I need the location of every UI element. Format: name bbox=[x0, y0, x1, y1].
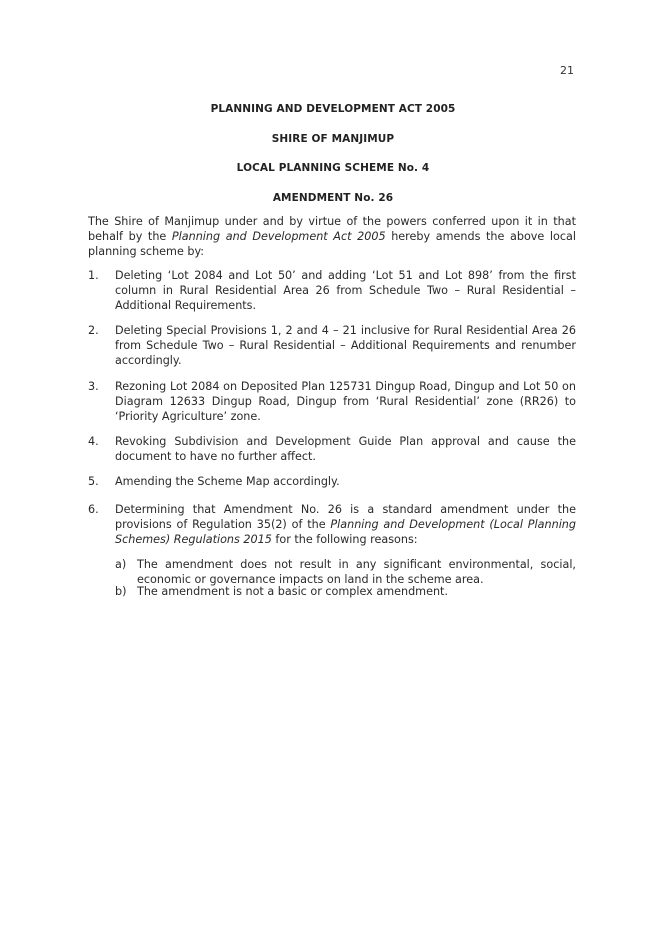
intro-paragraph bbox=[88, 214, 576, 259]
list-item bbox=[88, 434, 576, 464]
list-item-number: 6. bbox=[88, 503, 99, 516]
list-item-text bbox=[115, 502, 576, 547]
list-item-text: Revoking Subdivision and Development Guide Plan approval and cause the document to have no further affect. bbox=[115, 435, 576, 463]
list-item bbox=[88, 502, 576, 547]
regulations-title: Planning and Development (Local Planning Schemes) Regulations 2015 bbox=[115, 518, 576, 546]
list-item-number: 2. bbox=[88, 324, 99, 337]
list-item-number: 4. bbox=[88, 435, 99, 448]
sub-list-item bbox=[115, 584, 576, 599]
list-item bbox=[88, 379, 576, 424]
sub-list-item-text: The amendment is not a basic or complex amendment. bbox=[137, 585, 448, 598]
list-item bbox=[88, 268, 576, 313]
list-item-text: Deleting Special Provisions 1, 2 and 4 – 21 inclusive for Rural Residential Area 26 from Schedule Two – Rural Residential – Additional Requirements and renumber accordingly. bbox=[115, 324, 576, 367]
list-item-text: Amending the Scheme Map accordingly. bbox=[115, 475, 340, 488]
sub-list-item-label: b) bbox=[115, 585, 127, 598]
intro-text-part1: The Shire of Manjimup under and by virtue of the powers conferred upon it in that behalf by the bbox=[88, 215, 576, 243]
heading-act: PLANNING AND DEVELOPMENT ACT 2005 bbox=[210, 103, 456, 115]
heading-shire: SHIRE OF MANJIMUP bbox=[271, 133, 395, 145]
list-item-number: 1. bbox=[88, 269, 99, 282]
sub-list-item-text: The amendment does not result in any significant environmental, social, economic or governance impacts on land in the scheme area. bbox=[137, 558, 576, 586]
list-item-text-part2: for the following reasons: bbox=[271, 533, 418, 546]
heading-amendment: AMENDMENT No. 26 bbox=[272, 192, 394, 204]
list-item-text-part1: Determining that Amendment No. 26 is a standard amendment under the provisions of Regulation 35(2) of the bbox=[115, 503, 576, 531]
page-number: 21 bbox=[560, 64, 574, 77]
sub-list-item-label: a) bbox=[115, 558, 127, 571]
list-item-number: 5. bbox=[88, 475, 99, 488]
intro-text-part2: hereby amends the above local planning scheme by: bbox=[88, 230, 576, 258]
list-item-text: Deleting ‘Lot 2084 and Lot 50’ and adding ‘Lot 51 and Lot 898’ from the first column in Rural Residential Area 26 from Schedule Two – Rural Residential – Additional Requirements. bbox=[115, 269, 576, 312]
heading-scheme: LOCAL PLANNING SCHEME No. 4 bbox=[236, 162, 430, 174]
intro-act-title: Planning and Development Act 2005 bbox=[171, 230, 386, 243]
list-item-number: 3. bbox=[88, 380, 99, 393]
sub-list-item bbox=[115, 557, 576, 587]
list-item-text: Rezoning Lot 2084 on Deposited Plan 125731 Dingup Road, Dingup and Lot 50 on Diagram 12633 Dingup Road, Dingup from ‘Rural Residential’ zone (RR26) to ‘Priority Agriculture’ zone. bbox=[115, 380, 576, 423]
list-item bbox=[88, 323, 576, 368]
list-item bbox=[88, 474, 576, 489]
